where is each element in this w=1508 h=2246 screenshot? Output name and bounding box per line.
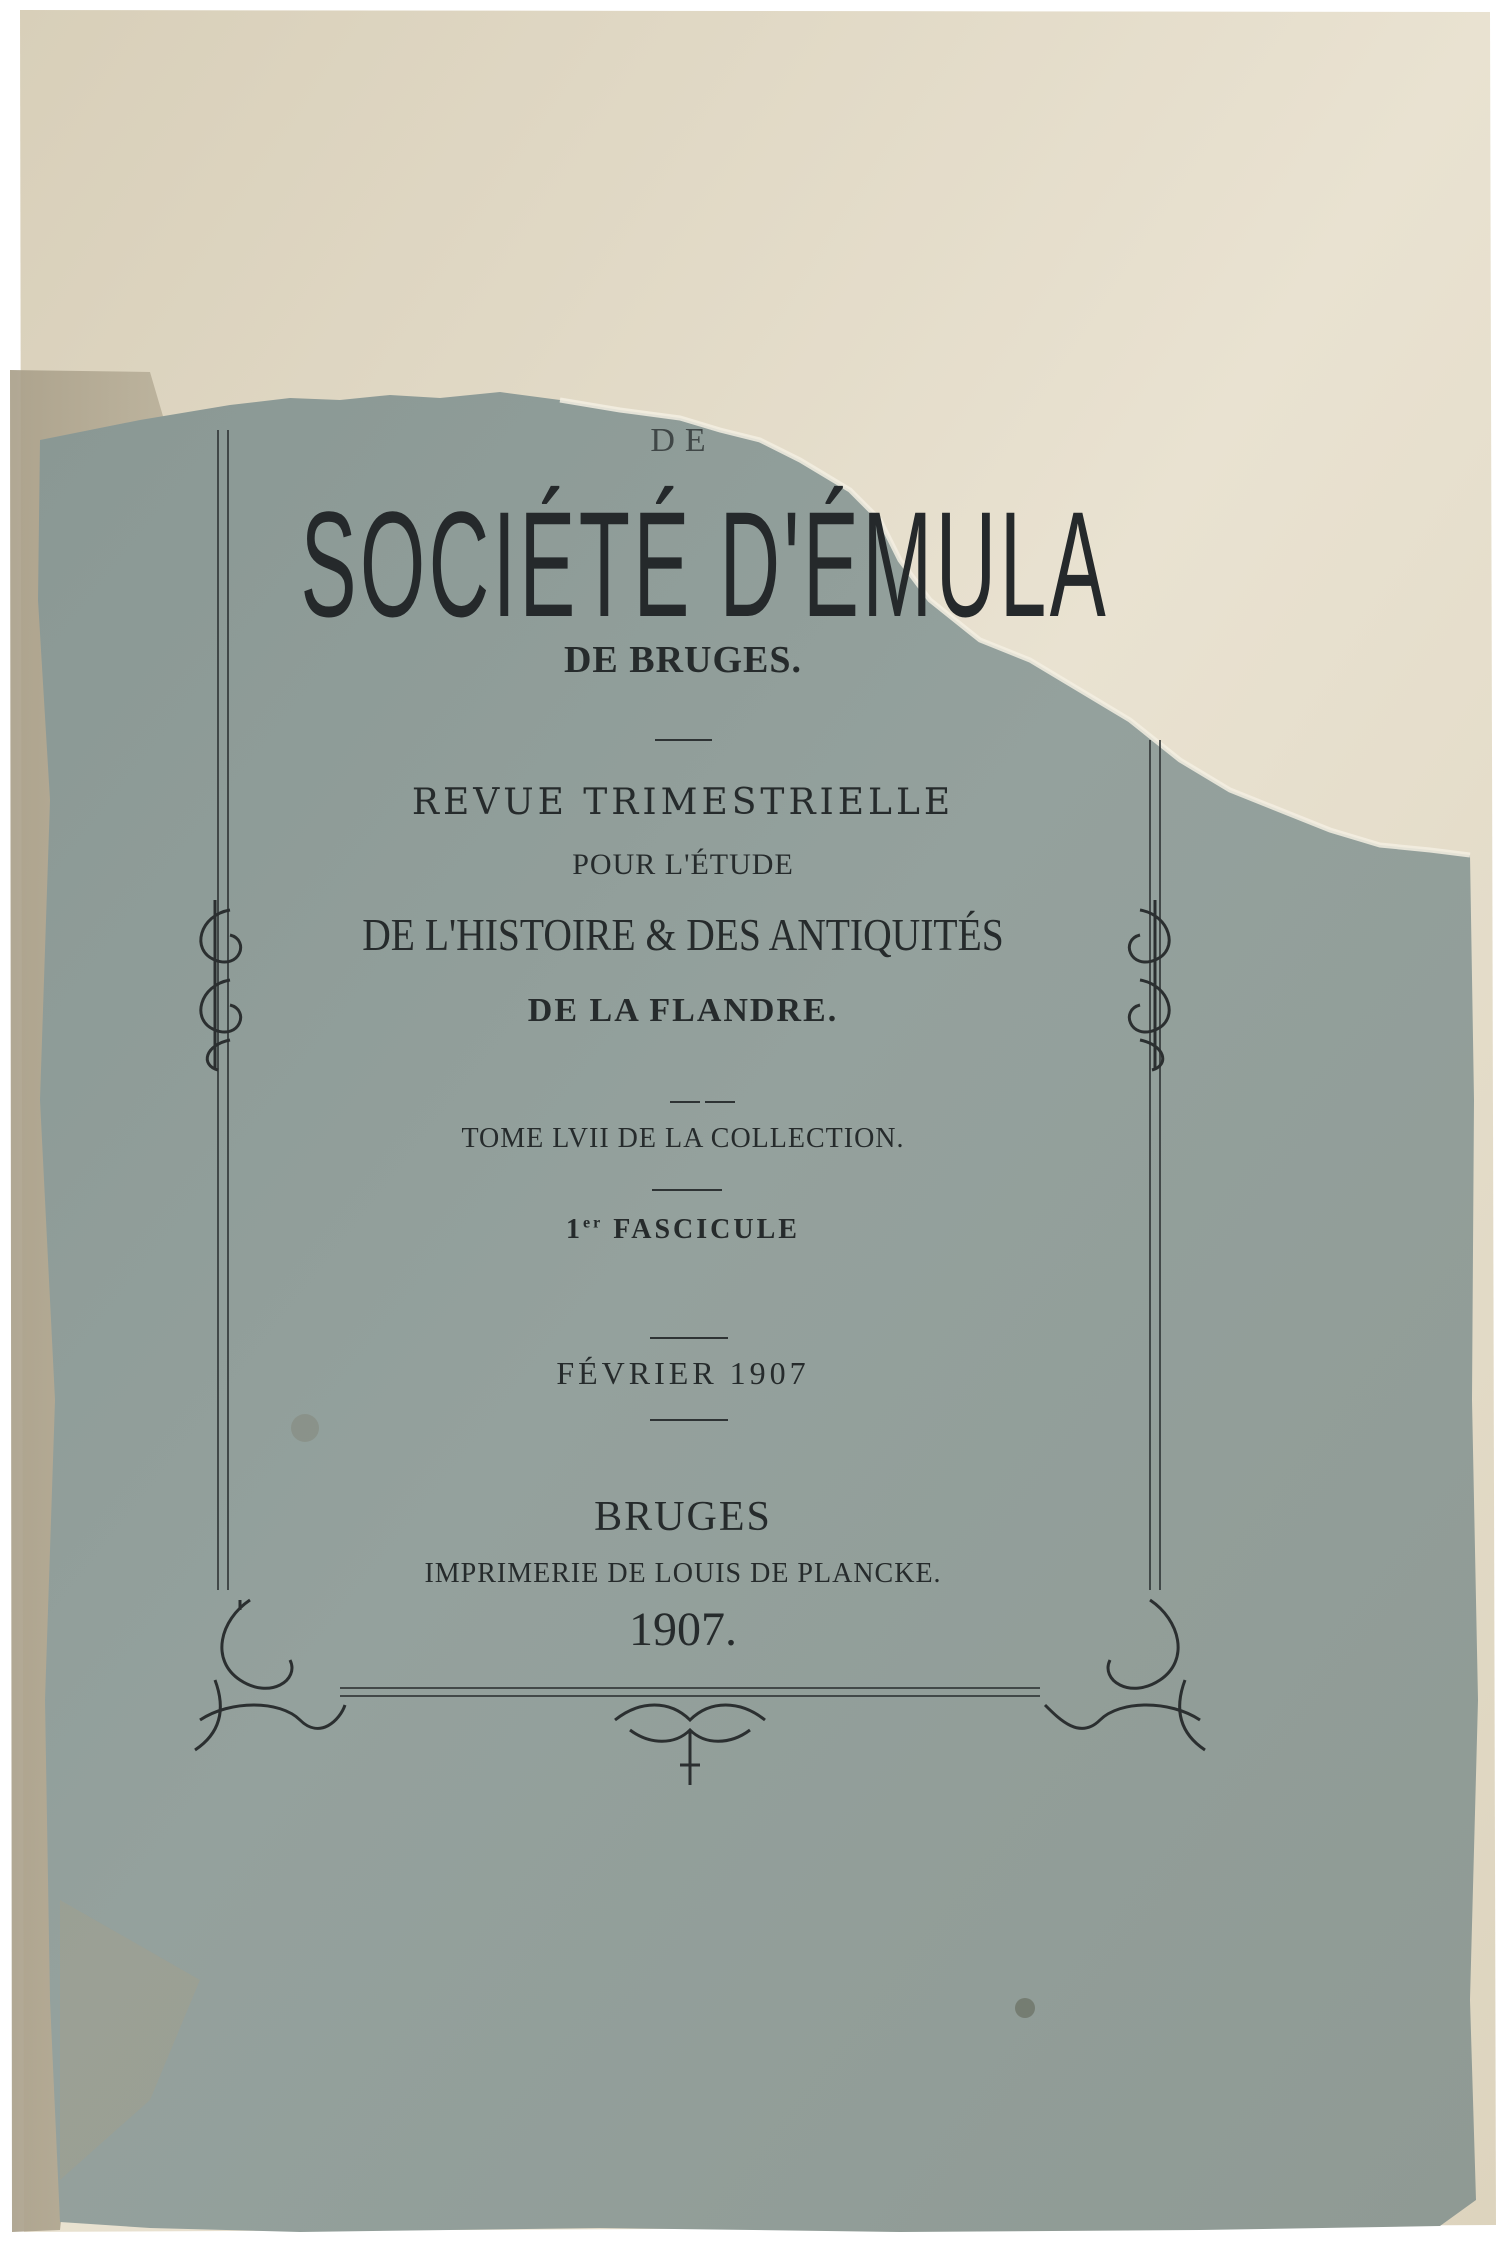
issue-date: FÉVRIER 1907 xyxy=(556,1355,810,1391)
issue-number: 1 xyxy=(566,1214,584,1245)
society-city: DE BRUGES. xyxy=(563,639,803,681)
history-line: DE L'HISTOIRE & DES ANTIQUITÉS xyxy=(362,909,1004,960)
issue-line xyxy=(0,1214,1366,1246)
heading-fragment: DE xyxy=(650,422,716,459)
region-line: DE LA FLANDRE. xyxy=(527,992,839,1029)
society-title: SOCIÉTÉ D'ÉMULA xyxy=(300,480,1110,648)
review-label: REVUE TRIMESTRIELLE xyxy=(411,782,955,823)
publisher-city: BRUGES xyxy=(594,1494,772,1540)
issue-word: FASCICULE xyxy=(603,1214,800,1245)
publication-year: 1907. xyxy=(629,1603,737,1656)
purpose-line: POUR L'ÉTUDE xyxy=(572,848,794,881)
stain xyxy=(291,1414,319,1442)
printer-line: IMPRIMERIE DE LOUIS DE PLANCKE. xyxy=(424,1558,942,1589)
stain xyxy=(1015,1998,1035,2018)
volume-line: TOME LVII DE LA COLLECTION. xyxy=(461,1123,905,1154)
issue-ordinal: er xyxy=(583,1214,604,1232)
